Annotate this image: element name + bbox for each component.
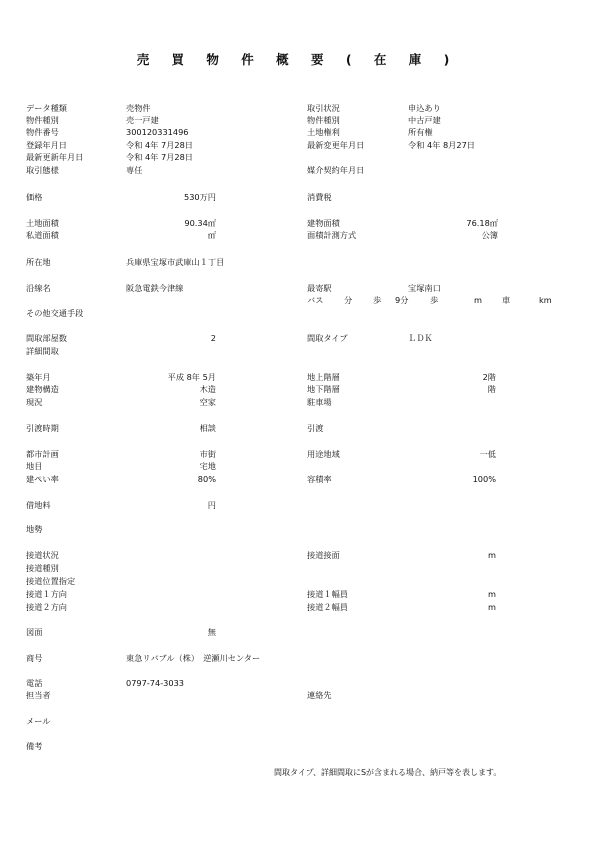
- value-property-type2: 中古戸建: [408, 115, 441, 125]
- value-price: 530万円: [183, 192, 216, 202]
- label-property-type: 物件種別: [26, 115, 59, 125]
- label-road2-width: 接道２幅員: [307, 602, 348, 612]
- label-structure: 建物構造: [26, 384, 59, 394]
- footnote: 間取タイプ、詳細間取にSが含まれる場合、納戸等を表します。: [274, 768, 502, 777]
- label-handover: 引渡: [307, 423, 324, 433]
- road-frontage-unit: m: [488, 550, 496, 560]
- label-handover-time: 引渡時期: [26, 423, 59, 433]
- value-private-road-unit: ㎡: [207, 230, 216, 240]
- value-location: 兵庫県宝塚市武庫山１丁目: [126, 257, 225, 267]
- label-location: 所在地: [26, 257, 51, 267]
- label-far: 容積率: [307, 474, 332, 484]
- label-nearest-station: 最寄駅: [307, 283, 332, 293]
- value-far: 100%: [472, 474, 496, 484]
- label-city-plan: 都市計画: [26, 449, 59, 459]
- value-change-date: 令和 4年 8月27日: [408, 140, 475, 150]
- km-unit: km: [539, 295, 552, 305]
- value-layout-type: ＬＤＫ: [408, 333, 433, 343]
- value-built: 平成 8年 5月: [167, 372, 216, 382]
- label-contact-person: 担当者: [26, 690, 51, 700]
- walk-label-2: 歩: [430, 295, 439, 305]
- value-drawing: 無: [207, 627, 216, 637]
- label-transaction: 取引態様: [26, 165, 59, 175]
- value-property-type: 売一戸建: [126, 115, 159, 125]
- walk-min: 9分: [395, 295, 409, 305]
- label-company: 商号: [26, 653, 43, 663]
- value-registered: 令和 4年 7月28日: [126, 140, 193, 150]
- label-private-road: 私道面積: [26, 230, 59, 240]
- page-title: 売 買 物 件 概 要 ( 在 庫 ): [136, 52, 459, 67]
- label-floors-below: 地下階層: [307, 384, 340, 394]
- label-road1-width: 接道１幅員: [307, 589, 348, 599]
- value-zoning: 一低: [479, 449, 496, 459]
- value-current: 空家: [199, 397, 216, 407]
- value-floors-above: 2階: [482, 372, 496, 382]
- label-zoning: 用途地域: [307, 449, 340, 459]
- value-area-method: 公簿: [481, 230, 498, 240]
- label-road2-dir: 接道２方向: [26, 602, 67, 612]
- label-status: 取引状況: [307, 103, 340, 113]
- label-building-area: 建物面積: [307, 218, 340, 228]
- road2-width-unit: m: [488, 602, 496, 612]
- value-phone: 0797-74-3033: [126, 678, 185, 688]
- label-land-area: 土地面積: [26, 218, 59, 228]
- value-structure: 木造: [199, 384, 216, 394]
- value-land-category: 宅地: [199, 461, 216, 471]
- label-coverage: 建ぺい率: [26, 474, 59, 484]
- label-change-date: 最新変更年月日: [307, 140, 365, 150]
- m-unit-car: m: [474, 295, 482, 305]
- value-company: 東急リバブル（株） 逆瀬川センター: [126, 653, 261, 663]
- value-land-rights: 所有権: [408, 127, 433, 137]
- label-contact: 連絡先: [307, 690, 332, 700]
- label-land-category: 地目: [26, 461, 43, 471]
- label-contract-date: 媒介契約年月日: [307, 165, 365, 175]
- label-tax: 消費税: [307, 192, 332, 202]
- label-road-status: 接道状況: [26, 550, 59, 560]
- label-road-type: 接道種別: [26, 563, 59, 573]
- label-road-frontage: 接道接面: [307, 550, 340, 560]
- label-layout-type: 間取タイプ: [307, 333, 348, 343]
- value-coverage: 80%: [197, 474, 216, 484]
- value-transaction: 専任: [126, 165, 143, 175]
- label-parking: 駐車場: [307, 397, 332, 407]
- label-terrain: 地勢: [26, 524, 43, 534]
- label-area-method: 面積計測方式: [307, 230, 357, 240]
- label-registered: 登録年月日: [26, 140, 67, 150]
- value-city-plan: 市街: [199, 449, 216, 459]
- label-built: 築年月: [26, 372, 51, 382]
- label-current: 現況: [26, 397, 43, 407]
- road1-width-unit: m: [488, 589, 496, 599]
- label-road-position: 接道位置指定: [26, 576, 76, 586]
- value-nearest-station: 宝塚南口: [408, 283, 441, 293]
- label-remarks: 備考: [26, 741, 43, 751]
- label-property-no: 物件番号: [26, 127, 59, 137]
- value-floors-below: 階: [487, 384, 496, 394]
- label-layout-detail: 詳細間取: [26, 346, 59, 356]
- label-mail: メール: [26, 716, 51, 726]
- walk-label: 歩: [373, 295, 382, 305]
- label-phone: 電話: [26, 678, 43, 688]
- label-land-rights: 土地権利: [307, 127, 340, 137]
- label-property-type2: 物件種別: [307, 115, 340, 125]
- value-lease-fee: 円: [207, 500, 216, 510]
- label-other-transport: その他交通手段: [26, 308, 84, 318]
- value-data-type: 売物件: [126, 103, 151, 113]
- label-updated: 最新更新年月日: [26, 152, 84, 162]
- label-line: 沿線名: [26, 283, 51, 293]
- value-building-area: 76.18㎡: [466, 218, 498, 228]
- label-data-type: データ種類: [26, 103, 67, 113]
- label-drawing: 図面: [26, 627, 43, 637]
- label-floors-above: 地上階層: [307, 372, 340, 382]
- value-line: 阪急電鉄今津線: [126, 283, 184, 293]
- label-road1-dir: 接道１方向: [26, 589, 67, 599]
- label-lease-fee: 借地料: [26, 500, 51, 510]
- bus-label: バス: [307, 295, 324, 305]
- label-rooms: 間取部屋数: [26, 333, 67, 343]
- car-label: 車: [502, 295, 511, 305]
- value-status: 申込あり: [408, 103, 441, 113]
- value-rooms: 2: [210, 333, 216, 343]
- label-price: 価格: [26, 192, 43, 202]
- value-land-area: 90.34㎡: [184, 218, 216, 228]
- bus-min-label: 分: [344, 295, 353, 305]
- value-property-no: 300120331496: [126, 127, 189, 137]
- value-updated: 令和 4年 7月28日: [126, 152, 193, 162]
- value-handover: 相談: [199, 423, 216, 433]
